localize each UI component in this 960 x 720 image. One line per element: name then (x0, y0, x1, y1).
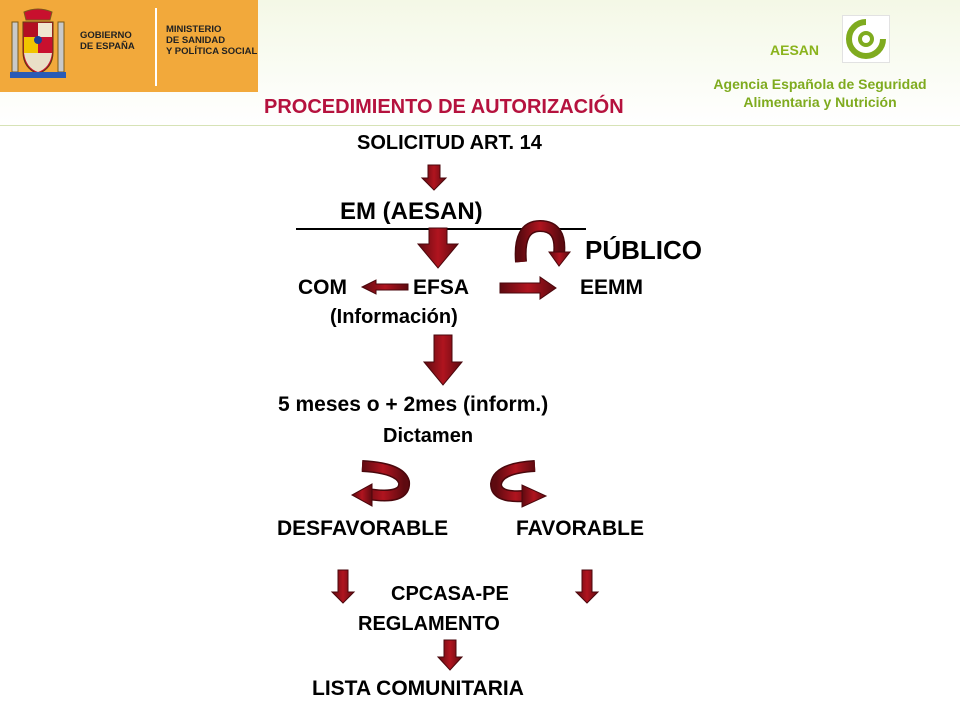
arrow-down-favorable (576, 570, 598, 603)
reglamento-label: REGLAMENTO (358, 613, 500, 635)
agency-line-2: Alimentaria y Nutrición (743, 94, 897, 110)
desfavorable-label: DESFAVORABLE (277, 517, 449, 540)
ministry-line-2: DE SANIDAD (166, 35, 226, 46)
aesan-label: AESAN (770, 42, 820, 58)
eemm-label: EEMM (580, 276, 643, 299)
arrow-down-em-efsa (418, 228, 458, 268)
publico-label: PÚBLICO (585, 235, 702, 265)
lista-label: LISTA COMUNITARIA (312, 677, 524, 700)
agency-line-1: Agencia Española de Seguridad (713, 76, 927, 92)
efsa-label: EFSA (413, 276, 470, 299)
arrow-down-desfavorable (332, 570, 354, 603)
gov-line-1: GOBIERNO (80, 30, 132, 41)
com-label: COM (298, 276, 347, 299)
dictamen-label: Dictamen (383, 425, 474, 447)
ministry-line-3: Y POLÍTICA SOCIAL (166, 46, 258, 57)
arrowhead-desfavorable (352, 484, 372, 506)
arrow-down-solicitud (422, 165, 446, 190)
em-aesan-label: EM (AESAN) (340, 198, 483, 225)
plazo-label: 5 meses o + 2mes (inform.) (278, 393, 549, 416)
ministry-line-1: MINISTERIO (166, 24, 222, 35)
arrowhead-publico (549, 252, 570, 266)
gov-line-2: DE ESPAÑA (80, 41, 135, 52)
favorable-label: FAVORABLE (516, 517, 644, 540)
arrow-right-eemm (500, 277, 556, 299)
arrow-left-com (362, 280, 408, 294)
arrow-down-lista (438, 640, 462, 670)
cpcasa-label: CPCASA-PE (391, 583, 509, 605)
arrow-down-efsa-plazo (424, 335, 462, 385)
diagram-title: PROCEDIMIENTO DE AUTORIZACIÓN (264, 96, 624, 118)
informacion-label: (Información) (330, 306, 458, 328)
arrowhead-favorable (522, 485, 546, 507)
solicitud-label: SOLICITUD ART. 14 (357, 132, 542, 154)
